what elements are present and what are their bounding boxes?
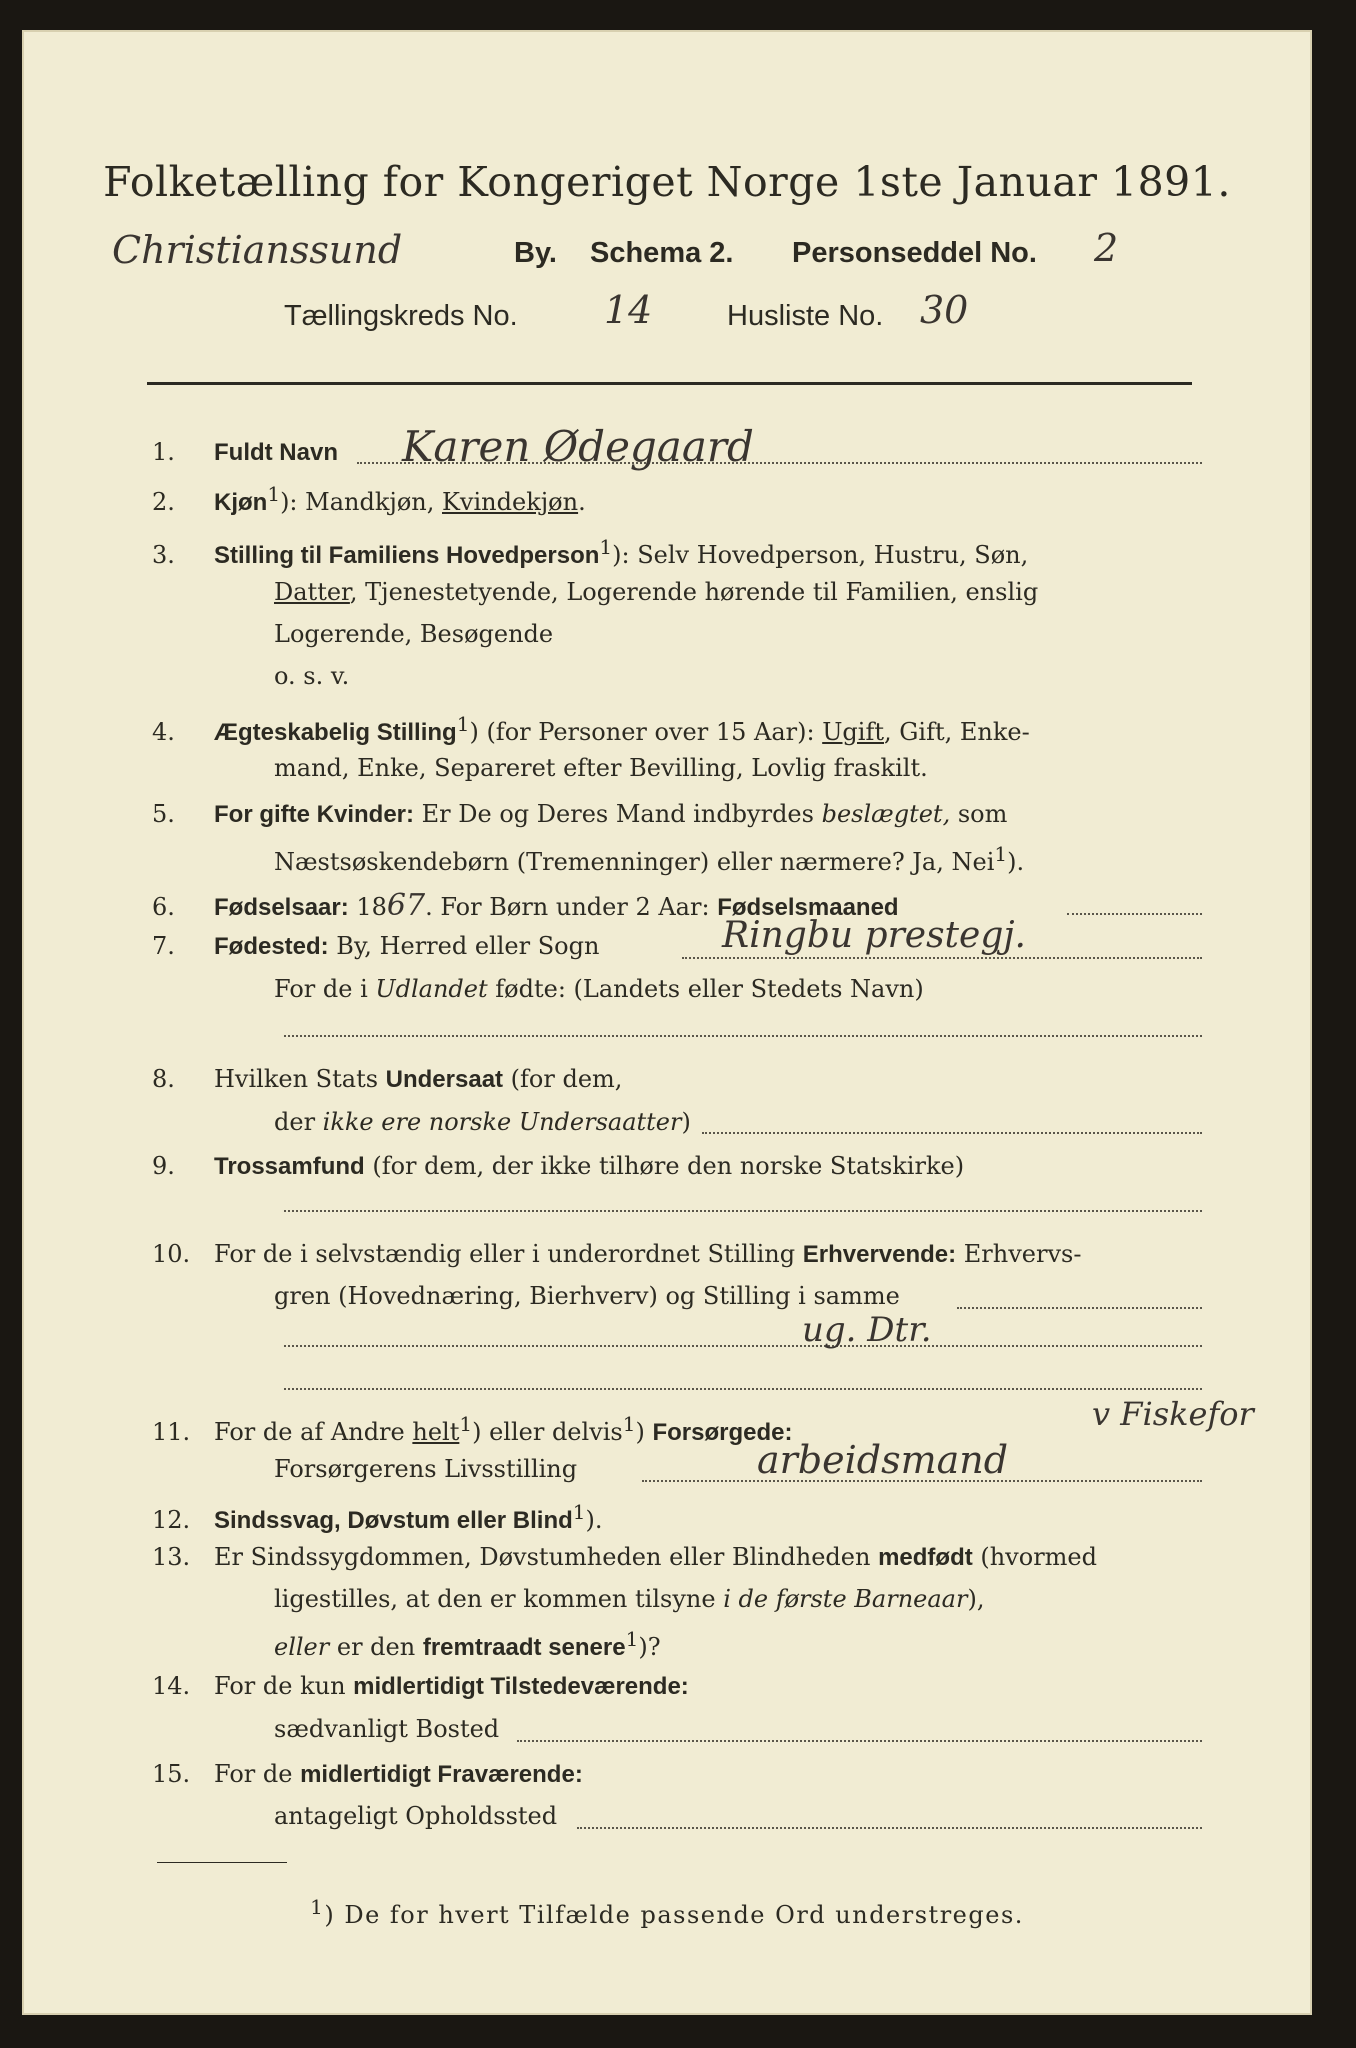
field-3-line2: Datter, Tjenestetyende, Logerende hørende til Familien, enslig xyxy=(274,578,1039,606)
field-13-line2: ligestilles, at den er kommen tilsyne i de første Barneaar), xyxy=(274,1585,985,1613)
field-3: 3. Stilling til Familiens Hovedperson$^1$): Selv Hovedperson, Hustru, Søn, xyxy=(152,535,1029,569)
field-11: 11. For de af Andre helt$^1$) eller delvis$^1$) Forsørgede: xyxy=(152,1412,793,1446)
personseddel-label: Personseddel No. xyxy=(792,237,1037,269)
husliste-label: Husliste No. xyxy=(727,300,884,332)
by-label: By. xyxy=(514,237,557,269)
field-7-line3 xyxy=(284,1035,1202,1037)
field-10-line4 xyxy=(284,1388,1202,1390)
field-2: 2. Kjøn$^1$): Mandkjøn, Kvindekjøn. xyxy=(152,482,586,516)
field-8-line xyxy=(702,1132,1202,1134)
footnote: $^1$) De for hvert Tilfælde passende Ord understreges. xyxy=(310,1895,1024,1929)
field-1-name: Karen Ødegaard xyxy=(402,422,754,471)
field-4: 4. Ægteskabelig Stilling$^1$) (for Personer over 15 Aar): Ugift, Gift, Enke- xyxy=(152,712,1030,746)
field-3-line4: o. s. v. xyxy=(274,662,350,690)
field-8: 8. Hvilken Stats Undersaat (for dem, xyxy=(152,1065,623,1093)
field-15: 15. For de midlertidigt Fraværende: xyxy=(152,1760,583,1788)
field-11-supporter-note: v Fiskefor xyxy=(1092,1395,1254,1433)
schema-label: Schema 2. xyxy=(590,237,734,269)
field-11-line2: Forsørgerens Livsstilling xyxy=(274,1455,578,1483)
field-1: 1. Fuldt Navn xyxy=(152,438,338,466)
field-15-line xyxy=(577,1827,1202,1829)
husliste-value: 30 xyxy=(920,288,969,332)
personseddel-value: 2 xyxy=(1094,226,1119,270)
field-10-occupation: ug. Dtr. xyxy=(802,1310,932,1350)
field-9-line xyxy=(284,1210,1202,1212)
field-11-supporter-occupation: arbeidsmand xyxy=(757,1438,1009,1482)
field-4-line2: mand, Enke, Separeret efter Bevilling, Lovlig fraskilt. xyxy=(274,754,928,782)
field-6: 6. Fødselsaar: 1867. For Børn under 2 Aar: Fødselsmaaned xyxy=(152,888,899,923)
field-7-birthplace: Ringbu prestegj. xyxy=(722,915,1026,956)
census-form xyxy=(22,30,1312,2015)
field-6-line xyxy=(1067,913,1202,915)
field-12: 12. Sindssvag, Døvstum eller Blind$^1$). xyxy=(152,1500,603,1534)
field-5-line2: Næstsøskendebørn (Tremenninger) eller nærmere? Ja, Nei$^1$). xyxy=(274,842,1025,876)
field-14: 14. For de kun midlertidigt Tilstedeværende: xyxy=(152,1672,689,1700)
field-3-line3: Logerende, Besøgende xyxy=(274,620,554,648)
field-10-line3 xyxy=(284,1345,1202,1347)
field-7-line xyxy=(682,957,1202,959)
field-9: 9. Trossamfund (for dem, der ikke tilhøre den norske Statskirke) xyxy=(152,1152,965,1180)
field-5: 5. For gifte Kvinder: Er De og Deres Mand indbyrdes beslægtet, som xyxy=(152,800,1008,828)
form-title: Folketælling for Kongeriget Norge 1ste Januar 1891. xyxy=(103,158,1231,206)
field-7-line2: For de i Udlandet fødte: (Landets eller Stedets Navn) xyxy=(274,975,924,1003)
field-7: 7. Fødested: By, Herred eller Sogn xyxy=(152,932,600,960)
field-10: 10. For de i selvstændig eller i underordnet Stilling Erhvervende: Erhvervs- xyxy=(152,1240,1082,1268)
header-divider xyxy=(147,382,1192,385)
field-15-line2: antageligt Opholdssted xyxy=(274,1802,558,1830)
field-13-line3: eller er den fremtraadt senere$^1$)? xyxy=(274,1627,661,1661)
footnote-divider xyxy=(157,1862,287,1863)
krets-value: 14 xyxy=(604,288,653,332)
field-13: 13. Er Sindssygdommen, Døvstumheden eller Blindheden medfødt (hvormed xyxy=(152,1543,1097,1571)
field-8-line2: der ikke ere norske Undersaatter) xyxy=(274,1108,691,1136)
city-handwritten: Christianssund xyxy=(112,228,403,272)
field-14-line xyxy=(517,1740,1202,1742)
field-10-line xyxy=(957,1307,1202,1309)
krets-label: Tællingskreds No. xyxy=(284,300,518,332)
field-10-line2: gren (Hovednæring, Bierhverv) og Stilling i samme xyxy=(274,1282,900,1310)
field-14-line2: sædvanligt Bosted xyxy=(274,1715,500,1743)
